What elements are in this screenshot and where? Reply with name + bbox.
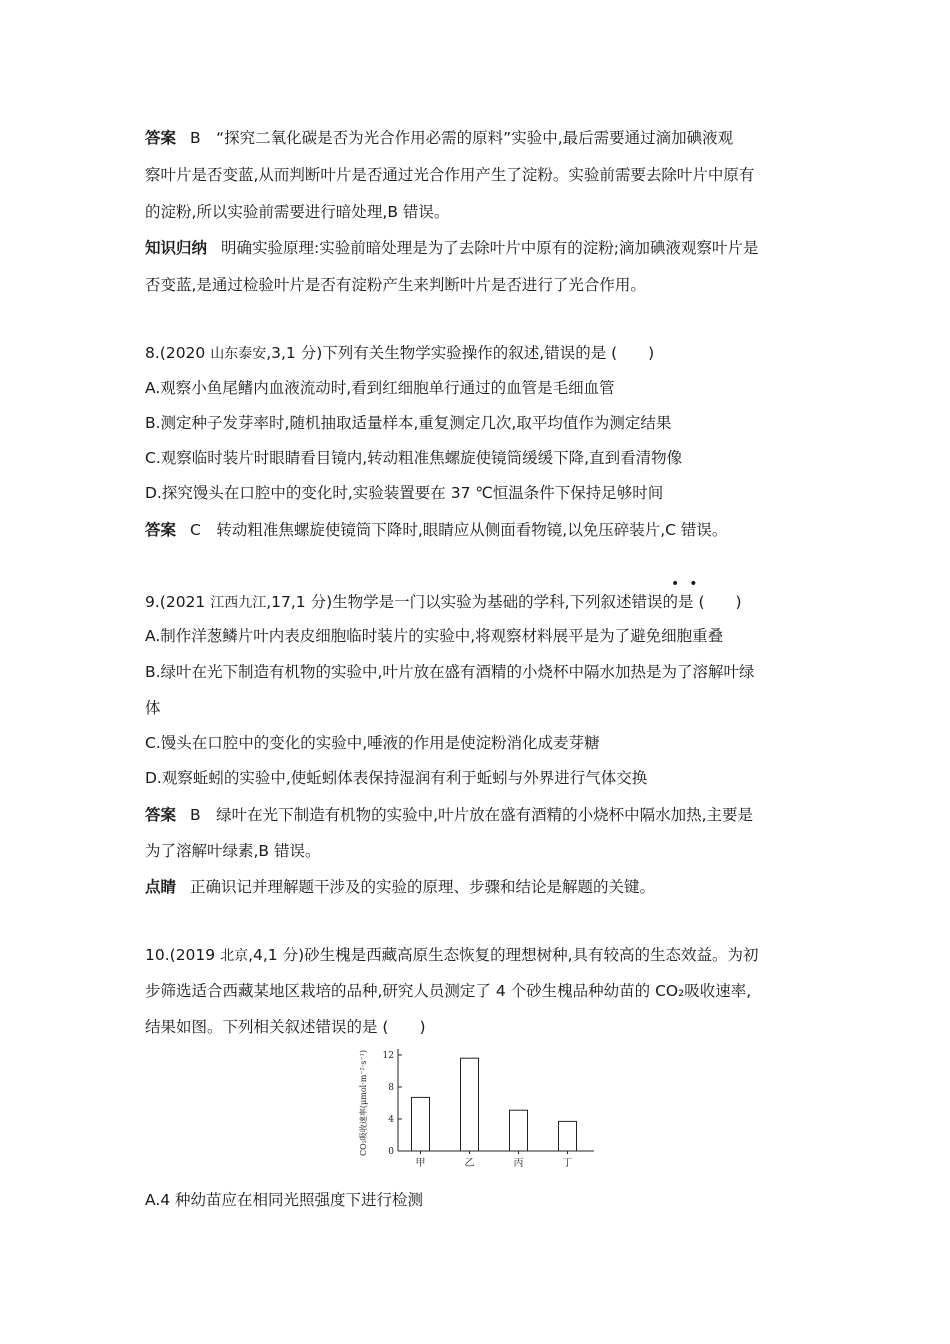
- question-9-option-b-line-1: B.绿叶在光下制造有机物的实验中,叶片放在盛有酒精的小烧杯中隔水加热是为了溶解叶绿: [145, 663, 755, 681]
- y-tick-label: 4: [388, 1115, 394, 1125]
- x-tick-label: 丁: [562, 1158, 573, 1169]
- answer-9-line-1: 答案 B 绿叶在光下制造有机物的实验中,叶片放在盛有酒精的小烧杯中隔水加热,主要是: [145, 806, 754, 824]
- co2-absorption-chart: [350, 1046, 610, 1176]
- answer-7-line-3: 的淀粉,所以实验前需要进行暗处理,B 错误。: [145, 203, 450, 221]
- knowledge-7-line-1: 知识归纳 明确实验原理:实验前暗处理是为了去除叶片中原有的淀粉;滴加碘液观察叶片是: [145, 239, 759, 257]
- bar-丙: [510, 1110, 528, 1151]
- answer-label: 答案: [145, 806, 177, 824]
- y-tick-label: 0: [388, 1147, 394, 1157]
- question-8-option-d: D.探究馒头在口腔中的变化时,实验装置要在 37 ℃恒温条件下保持足够时间: [145, 484, 664, 502]
- y-axis-label: CO₂吸收速率(μmol·m⁻²·s⁻¹): [359, 1050, 368, 1156]
- x-tick-label: 丙: [513, 1158, 524, 1169]
- question-8-stem: 8.(2020 山东泰安,3,1 分)下列有关生物学实验操作的叙述,错误的是 ( ): [145, 344, 655, 362]
- question-10-stem-line-1: 10.(2019 北京,4,1 分)砂生槐是西藏高原生态恢复的理想树种,具有较高的生态效益。为初: [145, 946, 759, 964]
- question-9-option-b-line-2: 体: [145, 699, 161, 717]
- answer-9-line-2: 为了溶解叶绿素,B 错误。: [145, 842, 321, 860]
- question-8-option-a: A.观察小鱼尾鳍内血液流动时,看到红细胞单行通过的血管是毛细血管: [145, 379, 615, 397]
- y-tick-label: 8: [388, 1083, 394, 1093]
- bar-丁: [559, 1121, 577, 1151]
- emphasis-dots: ••: [671, 576, 708, 592]
- question-10-stem-line-2: 步筛选适合西藏某地区栽培的品种,研究人员测定了 4 个砂生槐品种幼苗的 CO₂吸收速率,: [145, 982, 752, 1000]
- question-9-stem: 9.(2021 江西九江,17,1 分)生物学是一门以实验为基础的学科,下列叙述错误的是 ( ): [145, 593, 742, 611]
- tip-label: 点睛: [145, 878, 177, 896]
- x-tick-label: 甲: [415, 1158, 426, 1169]
- question-10-stem-line-3: 结果如图。下列相关叙述错误的是 ( ): [145, 1018, 426, 1036]
- tip-9-line-1: 点睛 正确识记并理解题干涉及的实验的原理、步骤和结论是解题的关键。: [145, 878, 656, 896]
- question-9-option-c: C.馒头在口腔中的变化的实验中,唾液的作用是使淀粉消化成麦芽糖: [145, 734, 600, 752]
- question-9-option-a: A.制作洋葱鳞片叶内表皮细胞临时装片的实验中,将观察材料展平是为了避免细胞重叠: [145, 627, 724, 645]
- answer-label: 答案: [145, 521, 177, 539]
- answer-8-line-1: 答案 C 转动粗准焦螺旋使镜筒下降时,眼睛应从侧面看物镜,以免压碎装片,C 错误。: [145, 521, 728, 539]
- question-9-option-d: D.观察蚯蚓的实验中,使蚯蚓体表保持湿润有利于蚯蚓与外界进行气体交换: [145, 769, 648, 787]
- x-tick-label: 乙: [464, 1158, 475, 1169]
- answer-label: 答案: [145, 129, 177, 147]
- bar-甲: [412, 1097, 430, 1151]
- y-tick-label: 12: [382, 1051, 394, 1061]
- knowledge-7-line-2: 否变蓝,是通过检验叶片是否有淀粉产生来判断叶片是否进行了光合作用。: [145, 276, 646, 294]
- bar-乙: [461, 1058, 479, 1151]
- question-8-option-c: C.观察临时装片时眼睛看目镜内,转动粗准焦螺旋使镜筒缓缓下降,直到看清物像: [145, 449, 683, 467]
- knowledge-label: 知识归纳: [145, 239, 208, 257]
- answer-7-line-2: 察叶片是否变蓝,从而判断叶片是否通过光合作用产生了淀粉。实验前需要去除叶片中原有: [145, 166, 755, 184]
- question-8-option-b: B.测定种子发芽率时,随机抽取适量样本,重复测定几次,取平均值作为测定结果: [145, 414, 672, 432]
- answer-7-line-1: 答案 B “探究二氧化碳是否为光合作用必需的原料”实验中,最后需要通过滴加碘液观: [145, 129, 734, 147]
- question-10-option-a: A.4 种幼苗应在相同光照强度下进行检测: [145, 1191, 424, 1209]
